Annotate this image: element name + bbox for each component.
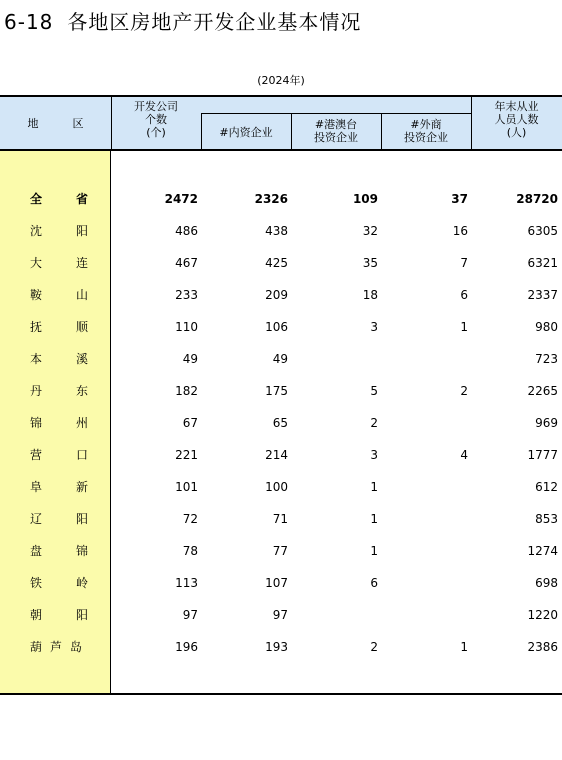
table-row — [0, 599, 562, 631]
region-name-char: 东 — [75, 384, 88, 398]
cell-total: 49 — [182, 352, 198, 366]
cell-total: 182 — [175, 384, 198, 398]
table-row — [0, 215, 562, 247]
data-table — [0, 95, 562, 696]
region-name-char: 营 — [30, 448, 43, 462]
cell-foreign: 1 — [460, 640, 468, 654]
cell-hkmt: 5 — [370, 384, 378, 398]
region-name — [30, 567, 88, 599]
header-divider — [201, 113, 471, 114]
table-title: 各地区房地产开发企业基本情况 — [67, 10, 362, 34]
region-name-char: 丹 — [30, 384, 43, 398]
cell-total: 97 — [182, 608, 198, 622]
table-row — [0, 439, 562, 471]
cell-employees: 2337 — [527, 288, 558, 302]
table-row — [0, 471, 562, 503]
table-row — [0, 503, 562, 535]
header-line: 投资企业 — [314, 131, 358, 144]
cell-total: 221 — [175, 448, 198, 462]
cell-domestic: 97 — [272, 608, 288, 622]
table-row — [0, 183, 562, 215]
hkmt-header — [291, 118, 381, 144]
region-name — [30, 599, 88, 631]
foreign-header — [381, 118, 471, 144]
header-line: 个数 — [145, 113, 167, 126]
cell-hkmt: 2 — [370, 640, 378, 654]
region-name-char: 阳 — [75, 224, 88, 238]
cell-hkmt: 32 — [362, 224, 378, 238]
region-name-char: 大 — [30, 256, 43, 270]
region-name-char: 顺 — [75, 320, 88, 334]
cell-domestic: 100 — [265, 480, 288, 494]
table-row — [0, 567, 562, 599]
region-name — [30, 439, 88, 471]
cell-employees: 853 — [535, 512, 558, 526]
cell-total: 113 — [175, 576, 198, 590]
region-name — [30, 631, 82, 663]
region-name-char: 铁 — [30, 576, 43, 590]
region-name-char: 阳 — [75, 512, 88, 526]
cell-domestic: 71 — [272, 512, 288, 526]
company-count-header — [111, 100, 201, 139]
table-row — [0, 375, 562, 407]
header-line: 人员人数 — [494, 113, 539, 126]
cell-total: 110 — [175, 320, 198, 334]
header-line: (人) — [506, 126, 527, 139]
cell-hkmt: 1 — [370, 480, 378, 494]
region-name-char: 口 — [75, 448, 88, 462]
cell-hkmt: 18 — [362, 288, 378, 302]
cell-employees: 698 — [535, 576, 558, 590]
table-row — [0, 247, 562, 279]
cell-total: 196 — [175, 640, 198, 654]
region-name-char: 溪 — [75, 352, 88, 366]
domestic-header: #内资企业 — [219, 126, 273, 139]
cell-employees: 980 — [535, 320, 558, 334]
cell-employees: 612 — [535, 480, 558, 494]
cell-foreign: 2 — [460, 384, 468, 398]
region-name-char: 沈 — [30, 224, 43, 238]
cell-employees: 1777 — [527, 448, 558, 462]
cell-hkmt: 3 — [370, 448, 378, 462]
region-name — [30, 183, 88, 215]
header-line: 投资企业 — [404, 131, 448, 144]
table-row — [0, 279, 562, 311]
region-name-char: 岭 — [75, 576, 88, 590]
region-name-char: 葫 — [30, 640, 43, 654]
region-name — [30, 247, 88, 279]
cell-foreign: 1 — [460, 320, 468, 334]
cell-foreign: 37 — [451, 192, 468, 206]
cell-hkmt: 3 — [370, 320, 378, 334]
header-line: #港澳台 — [314, 118, 358, 131]
cell-domestic: 107 — [265, 576, 288, 590]
table-row — [0, 343, 562, 375]
region-name — [30, 375, 88, 407]
cell-total: 78 — [182, 544, 198, 558]
cell-domestic: 2326 — [254, 192, 288, 206]
cell-foreign: 7 — [460, 256, 468, 270]
region-name-char: 阜 — [30, 480, 43, 494]
cell-employees: 1220 — [527, 608, 558, 622]
cell-total: 101 — [175, 480, 198, 494]
region-name-char: 锦 — [30, 416, 43, 430]
cell-total: 233 — [175, 288, 198, 302]
region-name-char: 省 — [75, 192, 88, 206]
region-name — [30, 279, 88, 311]
table-row — [0, 311, 562, 343]
region-name-char: 芦 — [49, 640, 62, 654]
cell-domestic: 65 — [272, 416, 288, 430]
cell-employees: 28720 — [516, 192, 558, 206]
cell-employees: 6321 — [527, 256, 558, 270]
page-title — [4, 6, 361, 35]
region-name — [30, 311, 88, 343]
table-row — [0, 407, 562, 439]
region-name-char: 鞍 — [30, 288, 43, 302]
cell-total: 467 — [175, 256, 198, 270]
cell-total: 486 — [175, 224, 198, 238]
region-name-char: 抚 — [30, 320, 43, 334]
cell-employees: 723 — [535, 352, 558, 366]
region-name-char: 盘 — [30, 544, 43, 558]
cell-employees: 2386 — [527, 640, 558, 654]
cell-total: 72 — [182, 512, 198, 526]
cell-employees: 1274 — [527, 544, 558, 558]
cell-hkmt: 35 — [362, 256, 378, 270]
region-name-char: 本 — [30, 352, 43, 366]
employees-header — [471, 100, 562, 139]
region-name-char: 阳 — [75, 608, 88, 622]
cell-hkmt: 1 — [370, 512, 378, 526]
region-name-char: 州 — [75, 416, 88, 430]
cell-domestic: 193 — [265, 640, 288, 654]
region-name — [30, 471, 88, 503]
cell-domestic: 209 — [265, 288, 288, 302]
cell-hkmt: 1 — [370, 544, 378, 558]
header-line: 开发公司 — [134, 100, 178, 113]
region-name-char: 新 — [75, 480, 88, 494]
region-header — [0, 117, 111, 130]
table-row — [0, 535, 562, 567]
region-name-char: 辽 — [30, 512, 43, 526]
header-line: (个) — [146, 126, 166, 139]
cell-total: 2472 — [164, 192, 198, 206]
region-header-char: 地 — [27, 117, 39, 130]
cell-foreign: 4 — [460, 448, 468, 462]
region-name-char: 连 — [75, 256, 88, 270]
bottom-rule — [0, 693, 562, 695]
cell-hkmt: 6 — [370, 576, 378, 590]
cell-employees: 969 — [535, 416, 558, 430]
cell-hkmt: 2 — [370, 416, 378, 430]
region-name — [30, 503, 88, 535]
cell-domestic: 106 — [265, 320, 288, 334]
region-name-char: 朝 — [30, 608, 43, 622]
cell-domestic: 438 — [265, 224, 288, 238]
region-name-char: 岛 — [69, 640, 82, 654]
cell-domestic: 77 — [272, 544, 288, 558]
region-name-char: 锦 — [75, 544, 88, 558]
table-row — [0, 631, 562, 663]
header-line: 年末从业 — [494, 100, 539, 113]
region-name — [30, 407, 88, 439]
cell-foreign: 6 — [460, 288, 468, 302]
cell-domestic: 49 — [272, 352, 288, 366]
region-name-char: 全 — [30, 192, 43, 206]
cell-domestic: 214 — [265, 448, 288, 462]
region-name — [30, 535, 88, 567]
region-header-char: 区 — [72, 117, 84, 130]
region-name — [30, 343, 88, 375]
cell-employees: 2265 — [527, 384, 558, 398]
cell-hkmt: 109 — [352, 192, 378, 206]
region-name — [30, 215, 88, 247]
cell-total: 67 — [182, 416, 198, 430]
cell-foreign: 16 — [452, 224, 468, 238]
year-label: (2024年) — [257, 74, 305, 87]
table-number: 6-18 — [4, 10, 54, 34]
cell-domestic: 425 — [265, 256, 288, 270]
region-name-char: 山 — [75, 288, 88, 302]
header-line: #外商 — [410, 118, 442, 131]
cell-domestic: 175 — [265, 384, 288, 398]
cell-employees: 6305 — [527, 224, 558, 238]
